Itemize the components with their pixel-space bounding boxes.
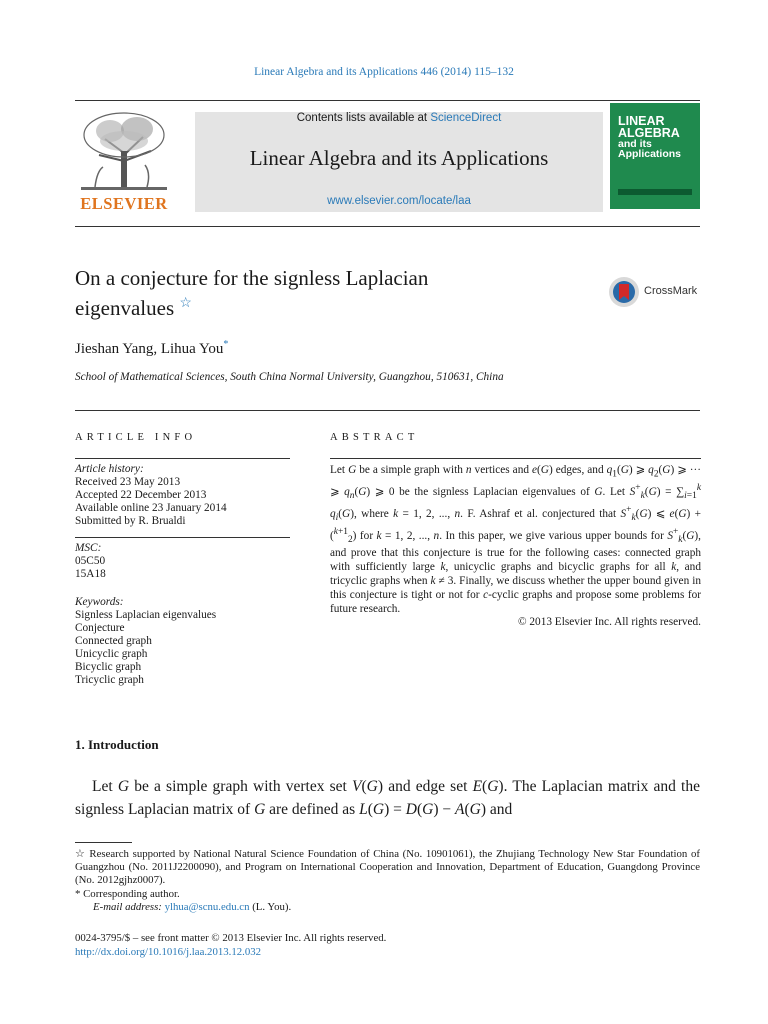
cover-band: [618, 189, 692, 195]
history-rule: [75, 537, 290, 538]
contents-line: [195, 111, 603, 125]
abstract-rule: [330, 458, 701, 459]
keywords-block: [75, 596, 290, 687]
elsevier-wordmark: ELSEVIER: [80, 194, 168, 213]
elsevier-tree-logo: [75, 111, 173, 193]
article-info-heading: ARTICLE INFO: [75, 432, 197, 443]
crossmark-button[interactable]: [608, 276, 708, 310]
affiliation: School of Mathematical Sciences, South China Normal University, Guangzhou, 510631, China: [75, 371, 504, 383]
crossmark-label: CrossMark: [644, 285, 698, 297]
front-matter: [75, 932, 700, 959]
article-title: [75, 266, 595, 321]
funding-footnote-mark: ☆: [75, 848, 90, 860]
msc-label: MSC:: [75, 542, 102, 554]
journal-reference[interactable]: Linear Algebra and its Applications 446 (2014) 115–132: [254, 66, 514, 78]
authors: [75, 339, 228, 358]
keyword: Connected graph: [75, 635, 152, 647]
keyword: Tricyclic graph: [75, 674, 144, 686]
introduction-paragraph: Let G be a simple graph with vertex set V(G) and edge set E(G). The Laplacian matrix and the signless Laplacian matrix of G are defined as L(G) = D(G) − A(G) and: [75, 778, 700, 818]
email-suffix: (L. You).: [252, 900, 292, 913]
history-item: Submitted by R. Brualdi: [75, 515, 186, 527]
abstract-copyright: © 2013 Elsevier Inc. All rights reserved.: [517, 616, 701, 629]
journal-url-link[interactable]: www.elsevier.com/locate/laa: [327, 195, 471, 207]
email-label: E-mail address:: [93, 900, 162, 913]
msc-code: 15A18: [75, 568, 106, 580]
title-footnote-star[interactable]: ☆: [179, 296, 192, 311]
header-top-rule: [75, 100, 700, 101]
keyword: Unicyclic graph: [75, 648, 148, 660]
crossmark-icon: [608, 276, 640, 308]
cover-line: and its: [618, 138, 652, 150]
cover-line: LINEAR: [618, 114, 665, 128]
abstract-body: Let G be a simple graph with n vertices and e(G) edges, and $q_1(G)$ ⩾ $q_2(G)$ ⩾ ··· ⩾ $q_n(G)$ ⩾ 0 be the signless Laplacian eigenvalues of G. Let $S^+_k(G) = \sum_{i=1}^k$ $q_i(G)$, where k = 1, 2, ..., n. F. Ashraf et al. conjectured that $S^+_k(G)$ ⩽ e(G) + ($^{k+1}_2$) for k = 1, 2, ..., n. In this paper, we give various upper bounds for $S^+_k(G)$, and prove that this conjecture is true for the following cases: connected graph with sufficiently large k, unicyclic graphs and bicyclic graphs for all k, and tricyclic graphs when k ≠ 3. Finally, we discuss whether the upper bound given in this conjecture is tight or not for c-cyclic graphs and propose some problems for future research. © 2013 Elsevier Inc. All rights reserved.: [330, 464, 701, 629]
front-matter-line: 0024-3795/$ – see front matter © 2013 Elsevier Inc. All rights reserved.: [75, 932, 387, 944]
keywords-label: Keywords:: [75, 596, 124, 608]
section-heading-introduction: 1. Introduction: [75, 737, 159, 752]
footnotes: [75, 848, 700, 914]
cover-title: [618, 115, 681, 159]
keyword: Conjecture: [75, 622, 125, 634]
journal-banner: [195, 112, 603, 212]
cover-line: ALGEBRA: [618, 126, 680, 140]
author-names: Jieshan Yang, Lihua You: [75, 341, 224, 357]
keyword: Bicyclic graph: [75, 661, 142, 673]
footnote-rule: [75, 842, 132, 843]
info-top-rule: [75, 410, 700, 411]
history-item: Available online 23 January 2014: [75, 502, 227, 514]
funding-footnote: Research supported by National Natural Science Foundation of China (No. 10901061), the Zhujiang Technology New Star Foundation of Guangzhou (No. 2011J2200090), and Program on International Cooperation and Innovation, Department of Education, Guangdong Province (No. 2012gjhz0007).: [75, 848, 700, 887]
contents-prefix: Contents lists available at: [296, 112, 431, 124]
msc-code: 05C50: [75, 555, 106, 567]
corresponding-author-mark[interactable]: *: [223, 339, 229, 350]
abstract-heading: ABSTRACT: [330, 432, 419, 443]
corresponding-author-note: Corresponding author.: [83, 887, 180, 900]
header-bottom-rule: [75, 226, 700, 227]
msc-block: [75, 542, 290, 581]
title-line-2: eigenvalues: [75, 296, 175, 320]
email-link[interactable]: ylhua@scnu.edu.cn: [164, 900, 250, 913]
journal-cover: [610, 103, 700, 209]
journal-title: Linear Algebra and its Applications: [249, 146, 549, 170]
sciencedirect-link[interactable]: ScienceDirect: [430, 112, 502, 124]
history-item: Received 23 May 2013: [75, 476, 181, 488]
corresponding-footnote-mark: *: [75, 887, 84, 900]
info-rule: [75, 458, 290, 459]
history-item: Accepted 22 December 2013: [75, 489, 207, 501]
title-line-1: On a conjecture for the signless Laplacian: [75, 266, 429, 290]
doi-link[interactable]: http://dx.doi.org/10.1016/j.laa.2013.12.032: [75, 945, 262, 958]
keyword: Signless Laplacian eigenvalues: [75, 609, 217, 621]
cover-line: Applications: [618, 148, 682, 160]
article-history: [75, 463, 290, 528]
history-label: Article history:: [75, 463, 144, 475]
